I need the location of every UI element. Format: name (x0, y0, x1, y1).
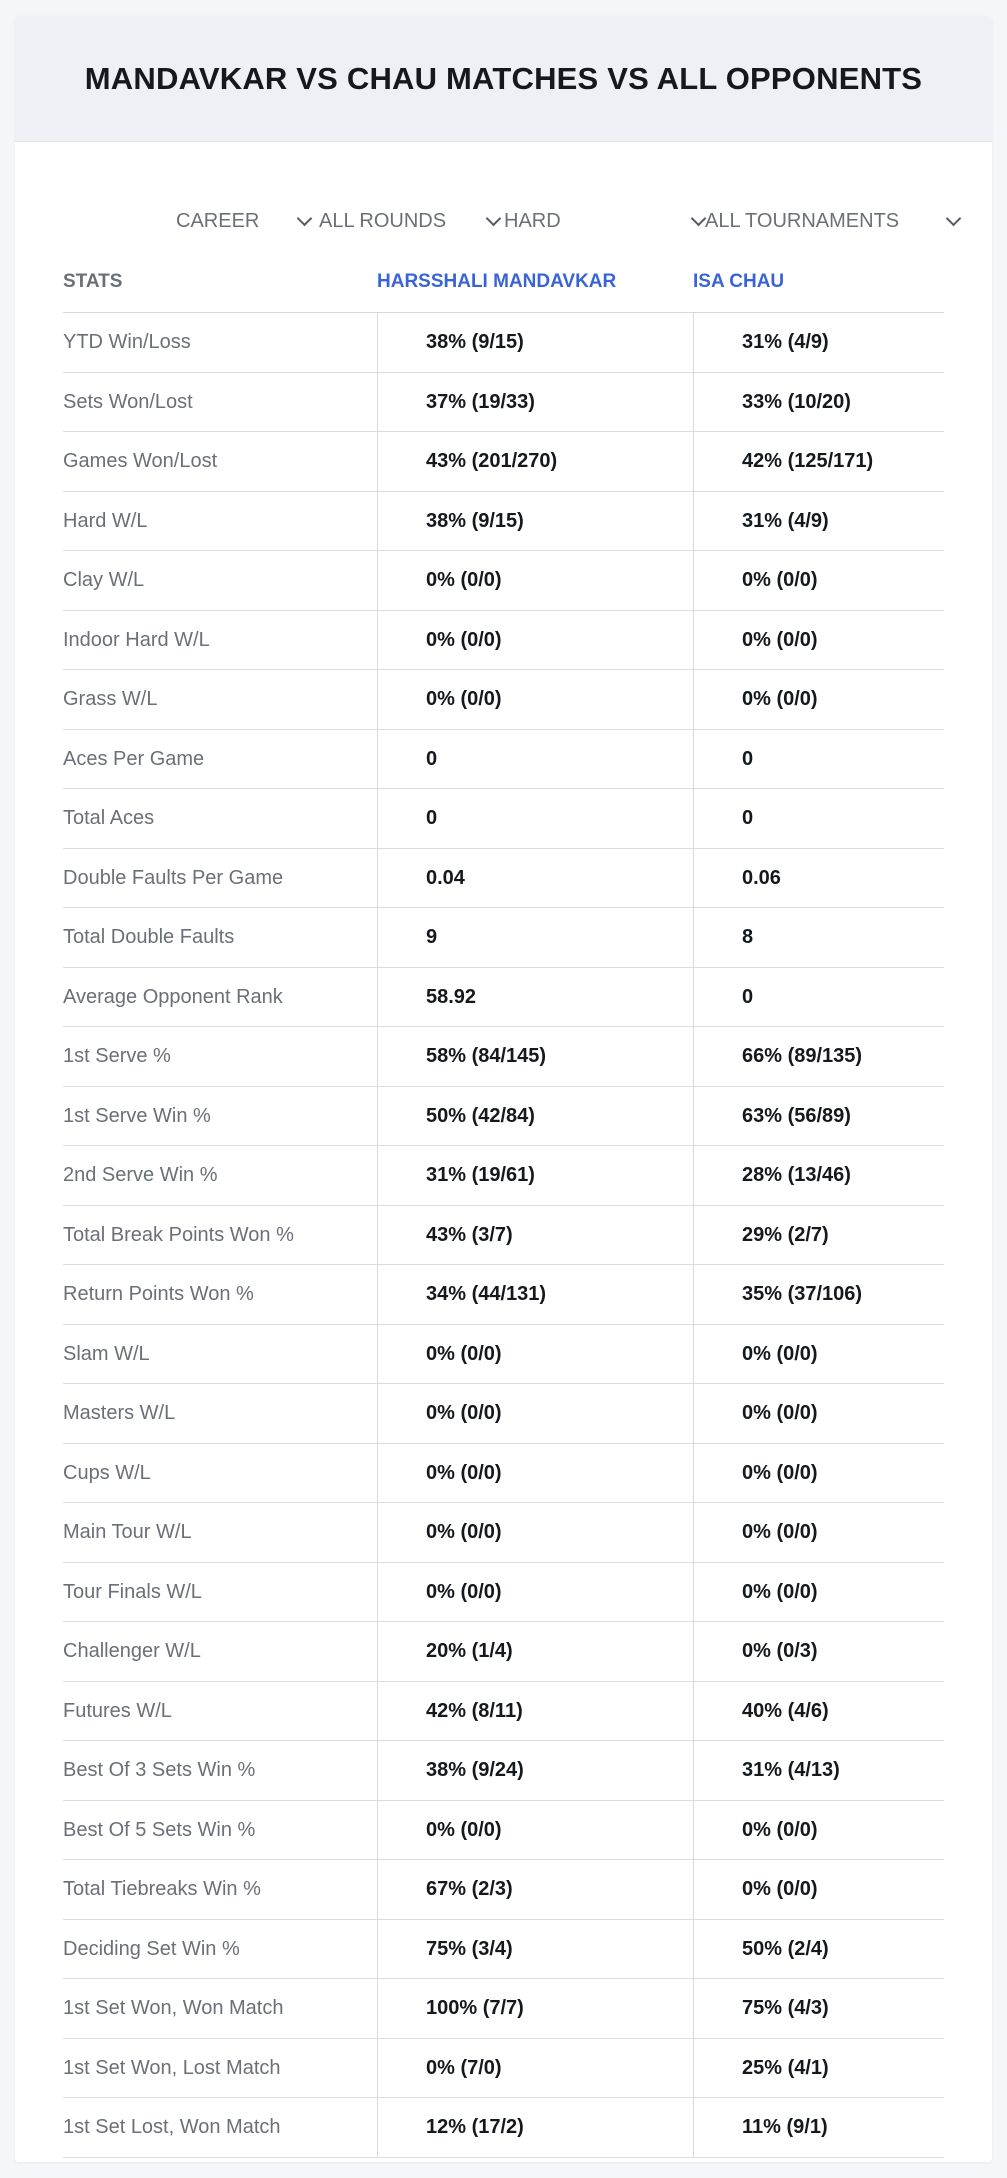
player1-cell (377, 1741, 694, 1800)
player1-cell (377, 611, 694, 670)
player2-cell (693, 1622, 945, 1681)
player1-cell (377, 670, 694, 729)
player2-cell (693, 313, 945, 372)
player2-value: 0% (0/0) (742, 1521, 818, 1543)
player2-value: 75% (4/3) (742, 1997, 829, 2019)
player1-cell (377, 2039, 694, 2098)
stat-label: 1st Set Won, Lost Match (63, 2056, 281, 2079)
stat-label: Futures W/L (63, 1699, 172, 1722)
player1-cell (377, 1384, 694, 1443)
player2-cell (693, 1563, 945, 1622)
player1-cell (377, 492, 694, 551)
stats-card (15, 16, 992, 2162)
filter-value: CAREER (176, 209, 260, 232)
player1-cell (377, 1206, 694, 1265)
stat-label: Total Double Faults (63, 926, 235, 948)
player2-value: 66% (89/135) (742, 1045, 863, 1067)
player1-value: 0% (0/0) (426, 1342, 502, 1365)
player1-value: 0% (7/0) (426, 2056, 502, 2079)
table-row (63, 789, 944, 849)
filter-value: ALL ROUNDS (319, 209, 447, 232)
stat-label: Hard W/L (63, 509, 148, 532)
player1-value: 9 (426, 926, 438, 948)
player2-value: 0% (0/0) (742, 1878, 818, 1900)
chevron-down-icon (691, 210, 707, 226)
table-row (63, 1384, 944, 1444)
stat-label: Tour Finals W/L (63, 1580, 202, 1603)
table-row (63, 1920, 944, 1980)
player2-value: 25% (4/1) (742, 2056, 829, 2079)
player1-cell (377, 1920, 694, 1979)
player1-value: 0% (0/0) (426, 688, 502, 710)
table-row (63, 1860, 944, 1920)
table-row (63, 730, 944, 790)
stat-label: 1st Set Lost, Won Match (63, 2116, 281, 2138)
player1-cell (377, 1622, 694, 1681)
player2-cell (693, 373, 945, 432)
player1-cell (377, 789, 694, 848)
player2-value: 29% (2/7) (742, 1223, 829, 1246)
stat-label: Best Of 3 Sets Win % (63, 1759, 256, 1781)
table-row (63, 1682, 944, 1742)
player1-value: 0.04 (426, 866, 465, 889)
player1-value: 43% (3/7) (426, 1223, 513, 1246)
player2-value: 0 (742, 807, 754, 829)
player2-value: 31% (4/9) (742, 331, 829, 353)
filter-bar (15, 191, 992, 251)
stat-label: 1st Serve % (63, 1045, 171, 1067)
table-row (63, 968, 944, 1028)
stat-label: Return Points Won % (63, 1283, 254, 1305)
player1-value: 37% (19/33) (426, 390, 535, 413)
player2-value: 42% (125/171) (742, 450, 874, 472)
player1-value: 34% (44/131) (426, 1283, 547, 1305)
table-header (63, 251, 944, 313)
player2-cell (693, 968, 945, 1027)
player1-cell (377, 313, 694, 372)
table-row (63, 1027, 944, 1087)
table-row (63, 1979, 944, 2039)
player1-value: 38% (9/15) (426, 331, 524, 353)
player2-value: 0% (0/0) (742, 1342, 818, 1365)
player1-cell (377, 373, 694, 432)
player1-value: 42% (8/11) (426, 1699, 523, 1722)
stat-label: 1st Serve Win % (63, 1104, 211, 1127)
stat-label: Masters W/L (63, 1402, 176, 1424)
stat-label: Grass W/L (63, 688, 158, 710)
stat-label: Double Faults Per Game (63, 866, 284, 889)
player2-cell (693, 1027, 945, 1086)
stat-label: Deciding Set Win % (63, 1937, 240, 1960)
player2-cell (693, 1860, 945, 1919)
player2-value: 31% (4/13) (742, 1759, 840, 1781)
player2-value: 0% (0/0) (742, 688, 818, 710)
page-title: MANDAVKAR VS CHAU MATCHES VS ALL OPPONENTS (84, 60, 923, 96)
player1-cell (377, 1146, 694, 1205)
stat-label: Games Won/Lost (63, 450, 218, 472)
table-body (63, 313, 944, 2158)
player2-cell (693, 1325, 945, 1384)
player1-cell (377, 432, 694, 491)
player1-cell (377, 908, 694, 967)
player2-cell (693, 2098, 945, 2157)
stat-label: Challenger W/L (63, 1640, 201, 1662)
player2-cell (693, 1146, 945, 1205)
player1-value: 58.92 (426, 985, 477, 1008)
stats-table (63, 251, 944, 2158)
player1-value: 0% (0/0) (426, 1818, 502, 1841)
table-row (63, 670, 944, 730)
player1-value: 0% (0/0) (426, 1580, 502, 1603)
player1-value: 0% (0/0) (426, 1461, 502, 1484)
table-row (63, 1146, 944, 1206)
player2-cell (693, 432, 945, 491)
table-row (63, 1265, 944, 1325)
stat-label: YTD Win/Loss (63, 331, 191, 353)
player1-cell (377, 1801, 694, 1860)
player2-value: 0 (742, 985, 754, 1008)
stat-label: Cups W/L (63, 1461, 151, 1484)
player1-value: 20% (1/4) (426, 1640, 513, 1662)
player2-cell (693, 789, 945, 848)
player1-cell (377, 730, 694, 789)
player1-value: 31% (19/61) (426, 1164, 535, 1186)
player1-cell (377, 1503, 694, 1562)
player1-value: 0% (0/0) (426, 569, 502, 591)
player2-cell (693, 1979, 945, 2038)
player2-value: 0% (0/0) (742, 1461, 818, 1484)
player2-value: 0.06 (742, 866, 781, 889)
player1-cell (377, 1682, 694, 1741)
stat-label: Indoor Hard W/L (63, 628, 210, 651)
player1-cell (377, 1087, 694, 1146)
player2-value: 0% (0/0) (742, 1580, 818, 1603)
player2-link[interactable]: ISA CHAU (693, 271, 785, 292)
player1-value: 75% (3/4) (426, 1937, 513, 1960)
surface-filter-select[interactable] (504, 191, 704, 251)
table-row (63, 1563, 944, 1623)
stat-label: Best Of 5 Sets Win % (63, 1818, 256, 1841)
table-row (63, 1325, 944, 1385)
table-row (63, 1801, 944, 1861)
player2-value: 28% (13/46) (742, 1164, 851, 1186)
player2-value: 31% (4/9) (742, 509, 829, 532)
player1-value: 67% (2/3) (426, 1878, 513, 1900)
player1-link[interactable]: HARSSHALI MANDAVKAR (377, 271, 617, 292)
player1-value: 38% (9/24) (426, 1759, 524, 1781)
player2-value: 0% (0/0) (742, 1402, 818, 1424)
table-row (63, 551, 944, 611)
player2-value: 0% (0/0) (742, 628, 818, 651)
table-row (63, 2039, 944, 2099)
player2-cell (693, 1503, 945, 1562)
player2-cell (693, 492, 945, 551)
player1-cell (377, 2098, 694, 2157)
player1-cell (377, 1444, 694, 1503)
player2-cell (693, 730, 945, 789)
stat-label: Clay W/L (63, 569, 145, 591)
player2-cell (693, 908, 945, 967)
stats-column-header: STATS (63, 271, 123, 292)
stat-label: 1st Set Won, Won Match (63, 1997, 284, 2019)
player1-cell (377, 551, 694, 610)
table-row (63, 1503, 944, 1563)
player2-cell (693, 1801, 945, 1860)
player1-value: 0 (426, 807, 438, 829)
player1-value: 0 (426, 747, 438, 770)
player2-value: 0 (742, 747, 754, 770)
player2-cell (693, 670, 945, 729)
table-row (63, 313, 944, 373)
filter-value: HARD (504, 209, 561, 232)
player2-value: 8 (742, 926, 754, 948)
player2-value: 50% (2/4) (742, 1937, 829, 1960)
player2-value: 40% (4/6) (742, 1699, 829, 1722)
table-row (63, 1206, 944, 1266)
player1-value: 12% (17/2) (426, 2116, 524, 2138)
filter-value: ALL TOURNAMENTS (705, 209, 900, 232)
chevron-down-icon (297, 210, 313, 226)
stat-label: Total Break Points Won % (63, 1223, 294, 1246)
player1-value: 43% (201/270) (426, 450, 558, 472)
player2-value: 63% (56/89) (742, 1104, 851, 1127)
table-row (63, 611, 944, 671)
player2-cell (693, 1206, 945, 1265)
player1-value: 50% (42/84) (426, 1104, 535, 1127)
table-row (63, 908, 944, 968)
player1-value: 0% (0/0) (426, 1402, 502, 1424)
player1-cell (377, 1563, 694, 1622)
rounds-filter-select[interactable] (319, 191, 499, 251)
player2-cell (693, 2039, 945, 2098)
player1-value: 0% (0/0) (426, 628, 502, 651)
career-filter-select[interactable] (176, 191, 310, 251)
player1-cell (377, 849, 694, 908)
table-row (63, 1444, 944, 1504)
stat-label: 2nd Serve Win % (63, 1164, 218, 1186)
player2-cell (693, 849, 945, 908)
card-header (15, 16, 992, 142)
table-row (63, 1622, 944, 1682)
player1-value: 100% (7/7) (426, 1997, 524, 2019)
table-row (63, 2098, 944, 2158)
table-row (63, 432, 944, 492)
player2-cell (693, 1920, 945, 1979)
player1-cell (377, 968, 694, 1027)
player2-cell (693, 1444, 945, 1503)
player1-value: 0% (0/0) (426, 1521, 502, 1543)
stat-label: Main Tour W/L (63, 1521, 192, 1543)
player1-cell (377, 1979, 694, 2038)
stat-label: Average Opponent Rank (63, 985, 283, 1008)
player2-value: 33% (10/20) (742, 390, 851, 413)
player2-cell (693, 1682, 945, 1741)
player2-value: 35% (37/106) (742, 1283, 863, 1305)
stat-label: Total Tiebreaks Win % (63, 1878, 261, 1900)
table-row (63, 492, 944, 552)
stat-label: Aces Per Game (63, 747, 205, 770)
player2-cell (693, 611, 945, 670)
stat-label: Sets Won/Lost (63, 390, 193, 413)
chevron-down-icon (946, 210, 962, 226)
tournaments-filter-select[interactable] (705, 191, 959, 251)
player1-cell (377, 1027, 694, 1086)
table-row (63, 849, 944, 909)
player2-cell (693, 1265, 945, 1324)
player1-cell (377, 1325, 694, 1384)
stat-label: Slam W/L (63, 1342, 150, 1365)
player2-cell (693, 551, 945, 610)
stat-label: Total Aces (63, 807, 155, 829)
player1-cell (377, 1265, 694, 1324)
player1-cell (377, 1860, 694, 1919)
player2-value: 0% (0/3) (742, 1640, 818, 1662)
chevron-down-icon (486, 210, 502, 226)
player2-value: 11% (9/1) (742, 2116, 828, 2138)
player1-value: 58% (84/145) (426, 1045, 547, 1067)
player2-cell (693, 1384, 945, 1443)
player1-value: 38% (9/15) (426, 509, 524, 532)
table-row (63, 1741, 944, 1801)
player2-value: 0% (0/0) (742, 569, 818, 591)
player2-value: 0% (0/0) (742, 1818, 818, 1841)
table-row (63, 373, 944, 433)
player2-cell (693, 1087, 945, 1146)
table-row (63, 1087, 944, 1147)
player2-cell (693, 1741, 945, 1800)
